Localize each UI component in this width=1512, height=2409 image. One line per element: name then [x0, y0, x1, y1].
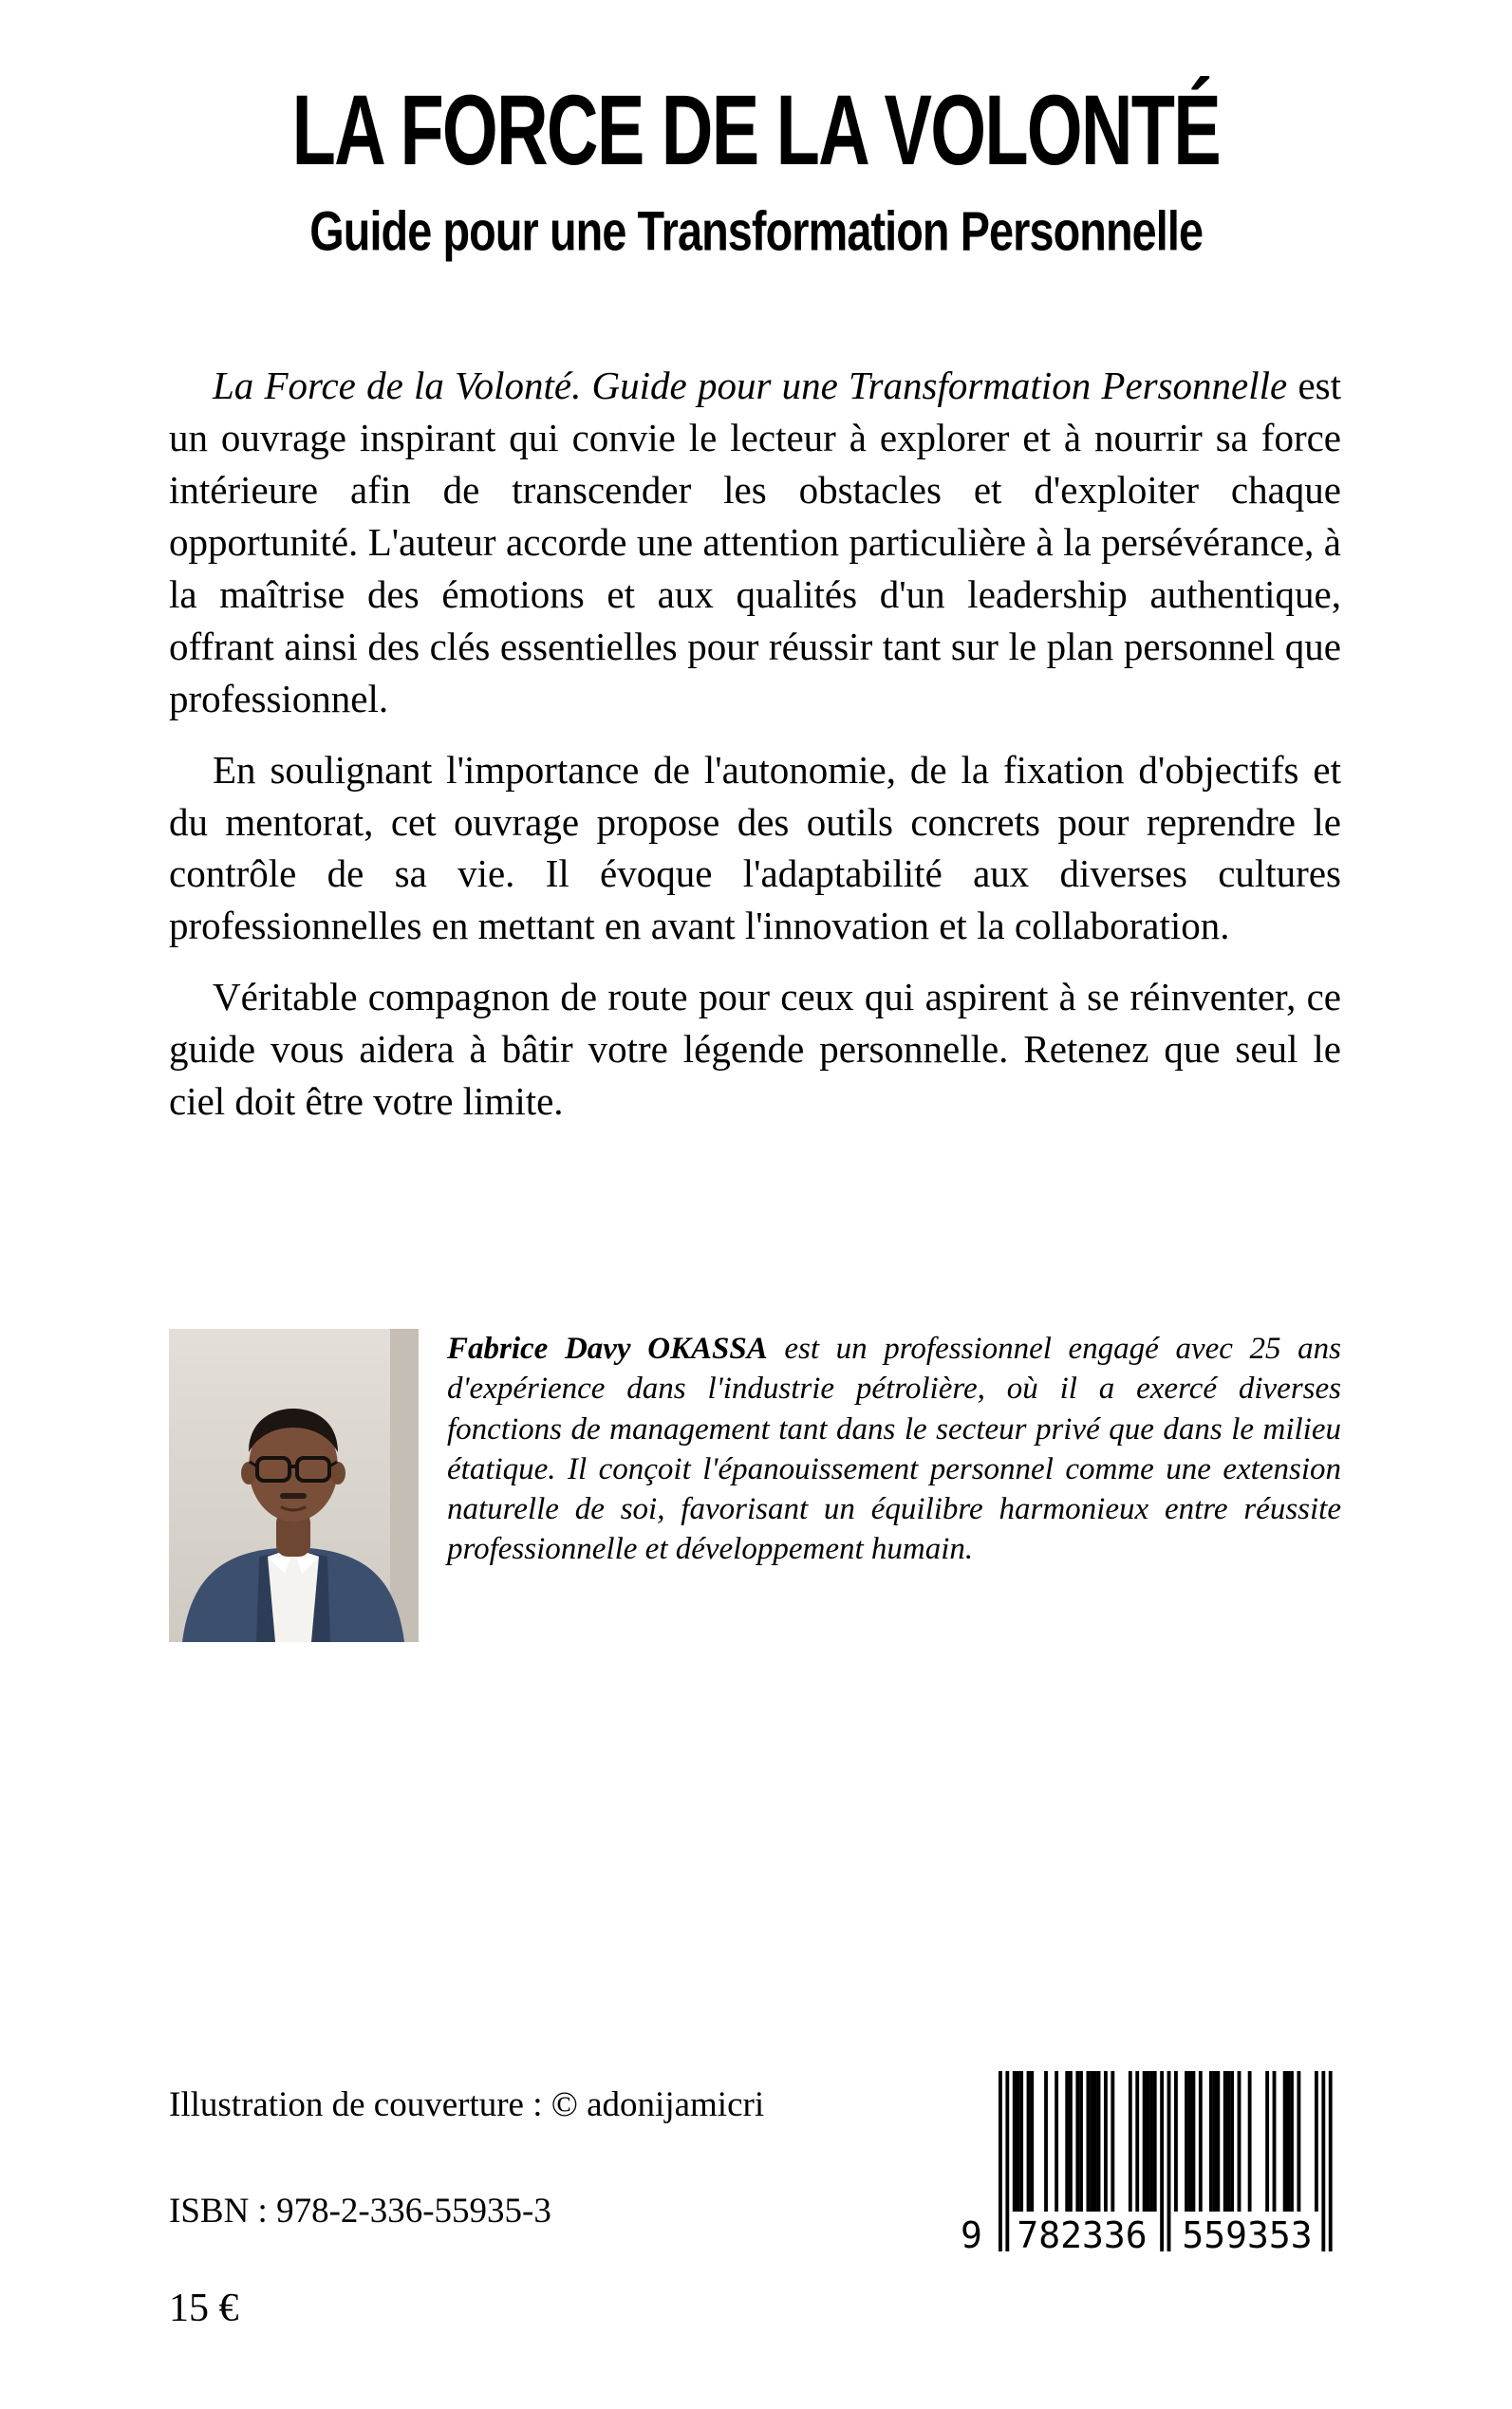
author-bio: [447, 1329, 1341, 1569]
synopsis-paragraph-2: En soulignant l'importance de l'autonomie, de la fixation d'objectifs et du mentorat, cet ouvrage propose des outils concrets pour reprendre le contrôle de sa vie. Il évoque l'adaptabilité aux diverses cultures professionnelles en mettant en avant l'innovation et la collaboration.: [169, 747, 1341, 948]
author-photo: [169, 1329, 419, 1642]
barcode-left-group: 782336: [1014, 2213, 1149, 2257]
author-bio-text: est un professionnel engagé avec 25 ans d'expérience dans l'industrie pétrolière, où il a exercé diverses fonctions de management tant dans le secteur privé que dans le milieu étatique. Il conçoit l'épanouissement personnel comme une extension naturelle de soi, favorisant un équilibre harmonieux entre réussite professionnelle et développement humain.: [447, 1332, 1341, 1567]
barcode-right-group: 559353: [1179, 2213, 1315, 2257]
book-title: LA FORCE DE LA VOLONTÉ: [291, 75, 1221, 187]
price: 15 €: [169, 2287, 239, 2330]
author-section: [169, 1329, 1341, 1642]
barcode-first-digit: 9: [961, 2213, 985, 2257]
synopsis-paragraph-1-rest: est un ouvrage inspirant qui convie le lecteur à explorer et à nourrir sa force intérieure afin de transcender les obstacles et d'exploiter chaque opportunité. L'auteur accorde une attention particulière à la persévérance, à la maîtrise des émotions et aux qualités d'un leadership authentique, offrant ainsi des clés essentielles pour réussir tant sur le plan personnel que professionnel.: [169, 364, 1342, 720]
book-subtitle: Guide pour une Transformation Personnelle: [309, 201, 1203, 264]
ean13-barcode: [961, 2071, 1335, 2295]
title-block: [0, 0, 1512, 264]
synopsis-paragraph-3: Véritable compagnon de route pour ceux qui aspirent à se réinventer, ce guide vous aidera à bâtir votre légende personnelle. Retenez que seul le ciel doit être votre limite.: [169, 975, 1341, 1124]
synopsis: [169, 360, 1341, 1128]
isbn: ISBN : 978-2-336-55935-3: [169, 2192, 551, 2231]
synopsis-paragraph-1-italic-lead: La Force de la Volonté. Guide pour une Transformation Personnelle: [213, 364, 1288, 407]
author-portrait-illustration: [169, 1329, 419, 1642]
author-name: Fabrice Davy OKASSA: [447, 1332, 768, 1367]
illustration-credit: Illustration de couverture : © adonijamicri: [169, 2085, 765, 2124]
synopsis-paragraph-1: [169, 360, 1341, 725]
